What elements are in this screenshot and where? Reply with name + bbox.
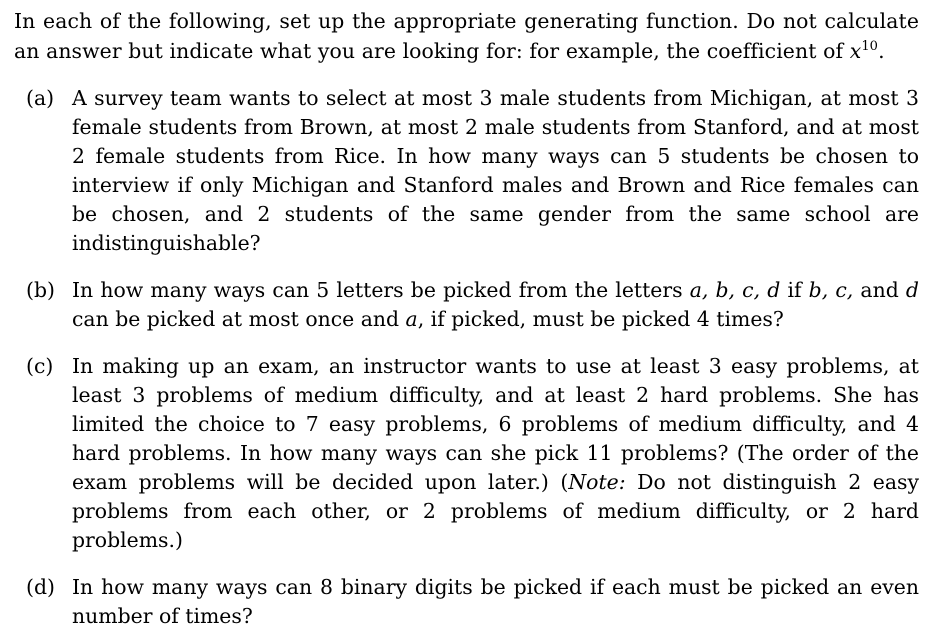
problem-text: A survey team wants to select at most 3 male students from Michigan, at most 3 female students from Brown, at most 2 male students from Stanford, and at most 2 female students from Rice. In how many ways can 5 students be chosen to interview if only Michigan and Stanford males and Brown and Rice females can be chosen, and 2 students of the same gender from the same school are indistinguishable?	[72, 86, 919, 255]
problem-text	[72, 352, 919, 555]
text-segment: , if picked, must be picked 4 times?	[417, 307, 784, 331]
text-segment: if	[780, 278, 809, 302]
problem-b	[14, 276, 919, 334]
text-segment: Do not distinguish 2 easy problems from each other, or 2 problems of medium difficulty, or 2 hard problems.)	[72, 470, 919, 552]
text-segment: can be picked at most once and	[72, 307, 406, 331]
text-segment: and	[853, 278, 906, 302]
text-segment: In making up an exam, an instructor wants to use at least 3 easy problems, at least 3 problems of medium difficulty, and at least 2 hard problems. She has limited the choice to 7 easy problems, 6 problems of medium difficulty, and 4 hard problems. In how many ways can she pick 11 problems? (The order of the exam problems will be decided upon later.) (	[72, 354, 919, 494]
math-letters: a, b, c, d	[689, 278, 781, 302]
problem-label: (a)	[26, 86, 55, 110]
problem-c	[14, 352, 919, 555]
exponent: 10	[861, 39, 879, 55]
note-label: Note:	[568, 470, 626, 494]
problem-text	[72, 276, 919, 334]
instructions-end: .	[878, 39, 885, 63]
math-letter: a	[405, 307, 418, 331]
problem-text: In how many ways can 8 binary digits be picked if each must be picked an even number of times?	[72, 575, 919, 628]
instructions-text: In each of the following, set up the appropriate generating function. Do not calculate an answer but indicate what you are looking for: for example, the coefficient of	[14, 9, 919, 63]
text-segment: In how many ways can 5 letters be picked from the letters	[72, 278, 690, 302]
problem-label: (c)	[26, 354, 54, 378]
math-letter: d	[905, 278, 919, 302]
math-letters: b, c,	[808, 278, 854, 302]
problem-d	[14, 573, 919, 631]
problem-label: (b)	[26, 278, 55, 302]
problem-a	[14, 84, 919, 258]
problem-label: (d)	[26, 575, 55, 599]
variable-x: x	[849, 39, 862, 63]
instructions-paragraph	[14, 6, 919, 66]
